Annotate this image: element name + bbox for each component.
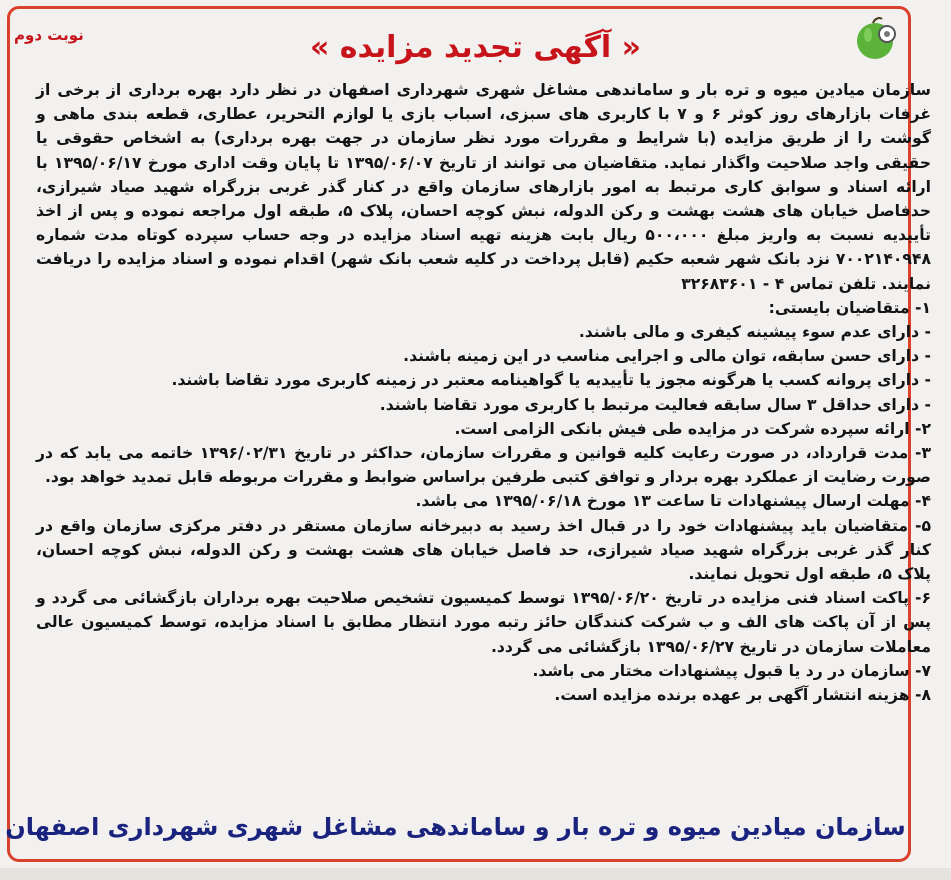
notice-title: « آگهی تجدید مزایده » <box>309 30 642 65</box>
list-item: ۷- سازمان در رد یا قبول پیشنهادات مختار می باشد. <box>532 661 931 680</box>
organization-signature: سازمان میادین میوه و تره بار و ساماندهی مشاغل شهری شهرداری اصفهان <box>5 813 906 841</box>
list-item: - دارای حسن سابقه، توان مالی و اجرایی مناسب در این زمینه باشند. <box>403 347 931 366</box>
notice-body <box>36 78 931 707</box>
list-item: ۲- ارائه سپرده شرکت در مزایده طی فیش بانکی الزامی است. <box>454 419 931 438</box>
intro-paragraph: سازمان میادین میوه و تره بار و ساماندهی مشاغل شهری شهرداری اصفهان در نظر دارد بهره برداری از برخی از غرفات بازارهای روز کوثر ۶ و ۷ با کاربری های سبزی، اسباب بازی یا لوازم التحریر، عطاری، قطعه بندی ماهی و گوشت را از طریق مزایده (با شرایط و مقررات مورد نظر سازمان در جهت بهره برداری) به اشخاص حقوقی یا حقیقی واجد صلاحیت واگذار نماید. متقاضیان می توانند از تاریخ ۱۳۹۵/۰۶/۰۷ تا پایان وقت اداری مورخ ۱۳۹۵/۰۶/۱۷ با ارائه اسناد و سوابق کاری مرتبط به امور بازارهای سازمان واقع در کنار گذر غربی بزرگراه شهید صیاد شیرازی، حدفاصل خیابان های هشت بهشت و رکن الدوله، نبش کوچه احسان، پلاک ۵، طبقه اول مراجعه نموده و پس از اخذ تأییدیه نسبت به واریز مبلغ ۵۰۰،۰۰۰ ریال بابت هزینه تهیه اسناد مزایده در وجه حساب سپرده کوتاه مدت شماره ۷۰۰۲۱۴۰۹۴۸ نزد بانک شهر شعبه حکیم (قابل پرداخت در کلیه شعب بانک شهر) اقدام نموده و اسناد مزایده را دریافت نمایند. تلفن تماس ۴ - ۳۲۶۸۳۶۰۱ <box>36 81 931 293</box>
list-item: - دارای پروانه کسب یا هرگونه مجوز یا تأییدیه یا گواهینامه معتبر در زمینه کاربری مورد تقاضا باشند. <box>171 371 931 390</box>
publication-round-label: نوبت دوم <box>14 26 84 44</box>
list-item: ۳- مدت قرارداد، در صورت رعایت کلیه قوانین و مقررات سازمان، حداکثر در تاریخ ۱۳۹۶/۰۲/۳۱ خاتمه می یابد که در صورت رضایت از عملکرد بهره بردار و توافق کتبی طرفین براساس ضوابط و مقررات مربوطه قابل تمدید خواهد بود. <box>36 444 932 487</box>
list-item: - دارای عدم سوء پیشینه کیفری و مالی باشند. <box>578 323 931 342</box>
list-item: ۱- متقاضیان بایستی: <box>768 298 931 317</box>
list-item: ۶- پاکت اسناد فنی مزایده در تاریخ ۱۳۹۵/۰۶/۲۰ توسط کمیسیون تشخیص صلاحیت بهره برداران بازگشائی می گردد و پس از آن پاکت های الف و ب شرکت کنندگان حائز رتبه مورد انتظار مطابق با اسناد مزایده، توسط کمیسیون عالی معاملات سازمان در تاریخ ۱۳۹۵/۰۶/۲۷ بازگشائی می گردد. <box>36 589 932 656</box>
list-item: ۵- متقاضیان باید پیشنهادات خود را در قبال اخذ رسید به دبیرخانه سازمان مستقر در دفتر مرکزی سازمان واقع در کنار گذر غربی بزرگراه شهید صیاد شیرازی، حد فاصل خیابان های هشت بهشت و رکن الدوله، نبش کوچه احسان، پلاک ۵، طبقه اول تحویل نمایند. <box>36 516 931 584</box>
list-item: ۴- مهلت ارسال پیشنهادات تا ساعت ۱۳ مورخ ۱۳۹۵/۰۶/۱۸ می باشد. <box>415 492 931 511</box>
next-notice-strip <box>0 868 951 880</box>
list-item: ۸- هزینه انتشار آگهی بر عهده برنده مزایده است. <box>554 686 931 705</box>
list-item: - دارای حداقل ۳ سال سابقه فعالیت مرتبط با کاربری مورد تقاضا باشند. <box>379 395 931 414</box>
